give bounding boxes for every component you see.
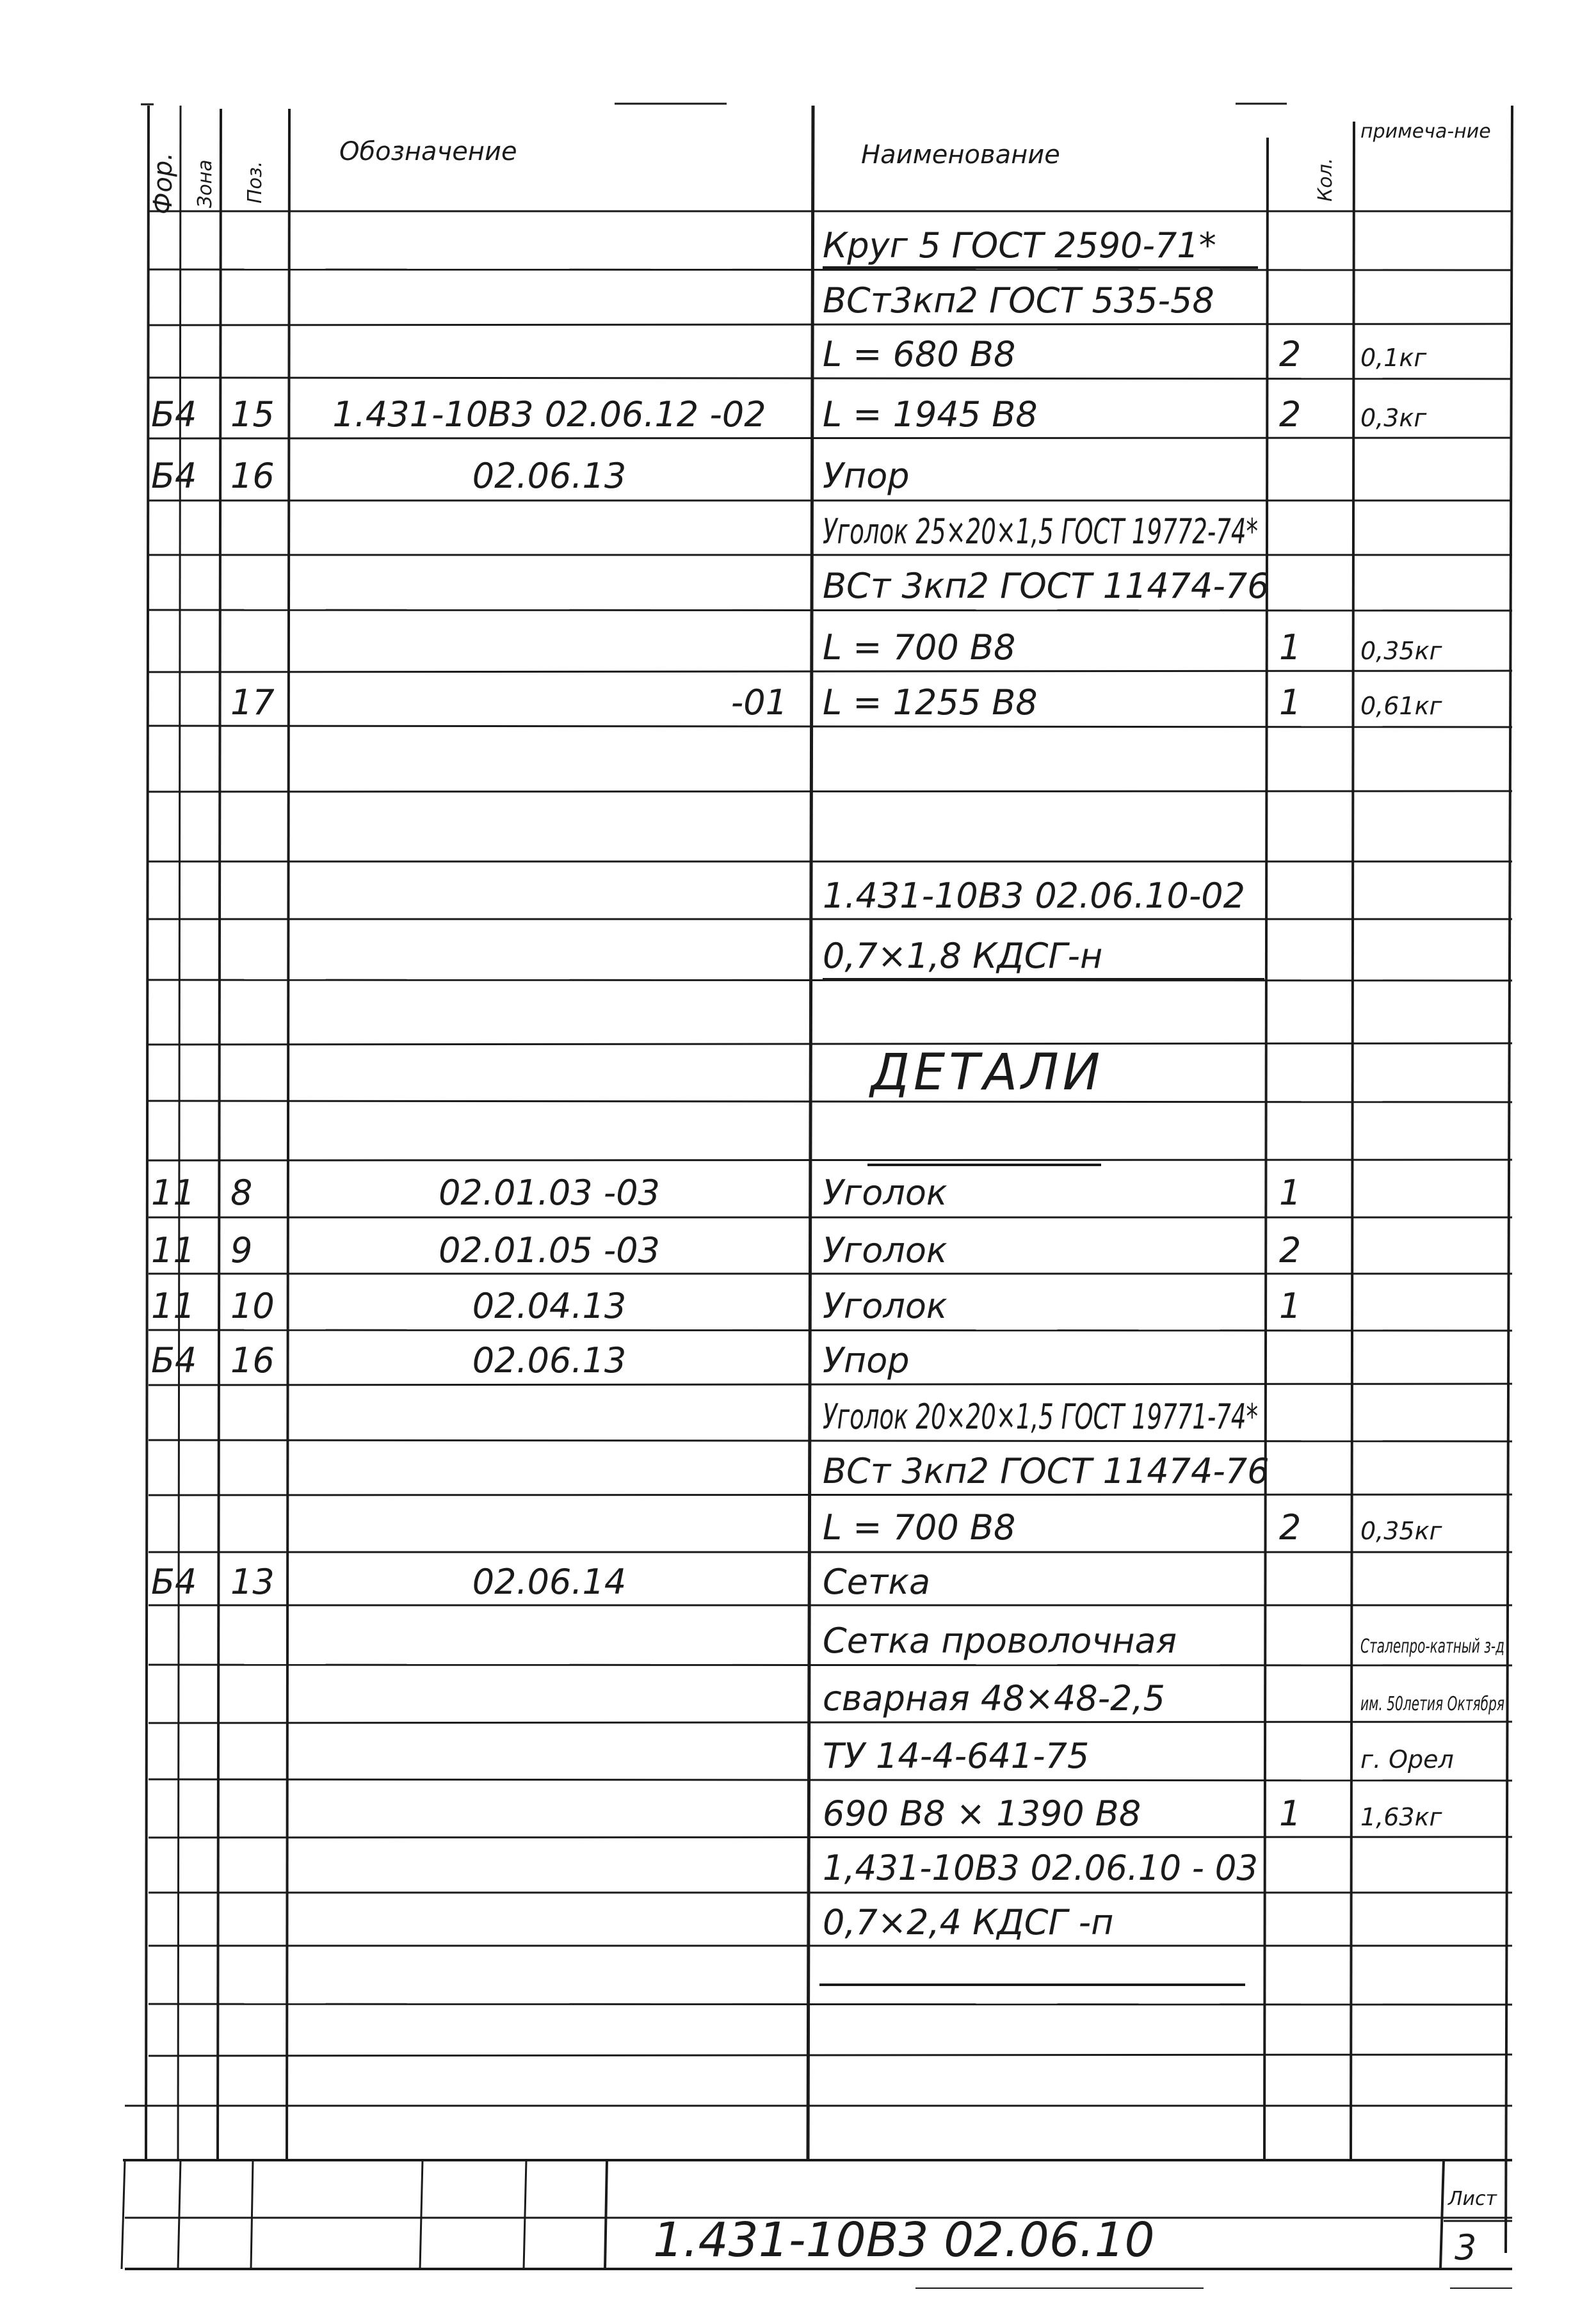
table-row	[823, 627, 1443, 668]
cell-note: 0,3кг	[1360, 404, 1427, 432]
cell-name: ТУ 14-4-641-75	[823, 1736, 1090, 1776]
table-row	[823, 1902, 1113, 1943]
cell-note: 0,35кг	[1360, 637, 1442, 665]
cell-name: L = 700 В8	[823, 1507, 1016, 1548]
table-row	[151, 1286, 1301, 1326]
cell-designation: 1.431-10В3 02.06.12 -02	[332, 394, 766, 435]
row-line	[149, 610, 1512, 611]
cell-format: 11	[151, 1173, 195, 1213]
cell-name: 690 В8 × 1390 В8	[823, 1793, 1141, 1834]
cell-name: Сетка	[823, 1562, 931, 1602]
table-row	[230, 682, 1443, 723]
row-line	[149, 726, 1512, 727]
cell-format: Б4	[151, 456, 197, 496]
row-line	[149, 791, 1512, 792]
row-line	[149, 378, 1512, 379]
cell-format: 11	[151, 1286, 195, 1326]
cell-note: им. 50летия Октября	[1360, 1693, 1504, 1715]
cell-quantity: 2	[1279, 1507, 1302, 1548]
cell-note: 0,1кг	[1360, 344, 1427, 372]
row-line	[149, 1384, 1512, 1385]
table-row	[151, 1562, 930, 1602]
cell-designation: 02.04.13	[472, 1286, 627, 1326]
header-position: Поз.	[244, 161, 266, 204]
header-name: Наименование	[861, 140, 1060, 170]
cell-position: 15	[230, 394, 275, 435]
cell-note: Сталепро-катный з-д	[1360, 1635, 1504, 1658]
cell-designation: 02.06.14	[472, 1562, 627, 1602]
row-line	[149, 2055, 1512, 2056]
table-row	[823, 936, 1102, 976]
cell-designation: 02.06.13	[472, 1340, 627, 1381]
row-line	[149, 1440, 1512, 1441]
table-row	[823, 334, 1427, 374]
table-row	[823, 1451, 1270, 1491]
cell-quantity: 1	[1279, 1286, 1302, 1326]
cell-name: Упор	[823, 1340, 910, 1381]
cell-format: Б4	[151, 1340, 197, 1381]
cell-position: 16	[230, 1340, 275, 1381]
header-note: примеча-ние	[1360, 120, 1491, 143]
cell-name: Уголок 20×20×1,5 ГОСТ 19771-74*	[823, 1397, 1258, 1437]
cell-position: 8	[230, 1173, 253, 1213]
table-row	[823, 1678, 1504, 1719]
cell-quantity: 1	[1279, 627, 1302, 668]
document-code: 1.431-10В3 02.06.10	[653, 2213, 1155, 2268]
cell-designation: 02.06.13	[472, 456, 627, 496]
cell-name: 0,7×1,8 КДСГ-н	[823, 936, 1103, 976]
row-line	[149, 1722, 1512, 1723]
cell-quantity: 1	[1279, 1793, 1302, 1834]
cell-name: Уголок	[823, 1286, 947, 1326]
cell-quantity: 2	[1279, 334, 1302, 374]
table-row	[151, 456, 910, 496]
header-format: Фор.	[149, 152, 178, 214]
cell-name: L = 1945 В8	[823, 394, 1038, 435]
header-designation: Обозначение	[339, 137, 517, 166]
cell-name: сварная 48×48-2,5	[823, 1678, 1165, 1719]
table-row	[823, 1793, 1443, 1834]
cell-name: Уголок	[823, 1230, 947, 1270]
cell-quantity: 1	[1279, 1173, 1302, 1213]
row-line	[149, 269, 1512, 270]
table-body	[151, 225, 1504, 1943]
table-row	[823, 1848, 1258, 1888]
cell-note: 0,61кг	[1360, 692, 1442, 720]
cell-name: ВСт 3кп2 ГОСТ 11474-76	[823, 1451, 1270, 1491]
cell-quantity: 2	[1279, 1230, 1302, 1270]
cell-name: 1.431-10В3 02.06.10-02	[823, 876, 1246, 916]
table-row	[823, 1507, 1443, 1548]
table-row	[869, 1044, 1104, 1102]
sheet-label: Лист	[1448, 2188, 1497, 2210]
cell-name: Упор	[823, 456, 910, 496]
cell-quantity: 1	[1279, 682, 1302, 723]
table-row	[151, 394, 1427, 435]
table-row	[823, 280, 1214, 321]
cell-quantity: 2	[1279, 394, 1302, 435]
row-line	[149, 1043, 1512, 1045]
table-row	[151, 1230, 1301, 1270]
cell-note: 0,35кг	[1360, 1517, 1442, 1545]
title-block	[122, 2106, 1512, 2288]
cell-format: 11	[151, 1230, 195, 1270]
table-row	[823, 566, 1270, 606]
row-line	[149, 1779, 1512, 1781]
table-row	[151, 1340, 910, 1381]
cell-name: 1,431-10В3 02.06.10 - 03	[823, 1848, 1258, 1888]
cell-name: ВСт3кп2 ГОСТ 535-58	[823, 280, 1214, 321]
cell-designation: 02.01.05 -03	[439, 1230, 660, 1270]
table-row	[823, 1736, 1454, 1776]
cell-name: L = 680 В8	[823, 334, 1016, 374]
sheet-number: 3	[1455, 2227, 1477, 2268]
table-header	[149, 120, 1491, 214]
cell-position: 17	[230, 682, 275, 723]
row-line	[149, 324, 1512, 325]
cell-name: ВСт 3кп2 ГОСТ 11474-76	[823, 566, 1270, 606]
table-row	[823, 1621, 1504, 1661]
cell-name: L = 700 В8	[823, 627, 1016, 668]
cell-name: L = 1255 В8	[823, 682, 1038, 723]
row-line	[149, 671, 1512, 672]
cell-format: Б4	[151, 394, 197, 435]
table-row	[823, 511, 1258, 552]
row-line	[149, 2004, 1512, 2005]
cell-designation: 02.01.03 -03	[439, 1173, 660, 1213]
cell-name: Уголок 25×20×1,5 ГОСТ 19772-74*	[823, 511, 1258, 552]
cell-note: г. Орел	[1360, 1745, 1454, 1774]
cell-name: 0,7×2,4 КДСГ -п	[823, 1902, 1114, 1943]
cell-position: 9	[230, 1230, 253, 1270]
cell-name: ДЕТАЛИ	[871, 1044, 1104, 1102]
cell-designation: -01	[730, 682, 787, 723]
header-zone: Зона	[194, 159, 216, 208]
table-row	[823, 876, 1245, 916]
cell-position: 13	[230, 1562, 275, 1602]
header-quantity: Кол.	[1314, 157, 1337, 202]
cell-position: 10	[230, 1286, 275, 1326]
table-row	[823, 225, 1216, 266]
table-row	[151, 1173, 1301, 1213]
cell-format: Б4	[151, 1562, 197, 1602]
row-line	[149, 1330, 1512, 1331]
row-line	[149, 1101, 1512, 1102]
cell-name: Уголок	[823, 1173, 947, 1213]
cell-position: 16	[230, 456, 275, 496]
cell-name: Круг 5 ГОСТ 2590-71*	[823, 225, 1216, 266]
cell-name: Сетка проволочная	[823, 1621, 1177, 1661]
table-row	[823, 1397, 1258, 1437]
row-line	[149, 1837, 1512, 1838]
cell-note: 1,63кг	[1360, 1803, 1442, 1831]
